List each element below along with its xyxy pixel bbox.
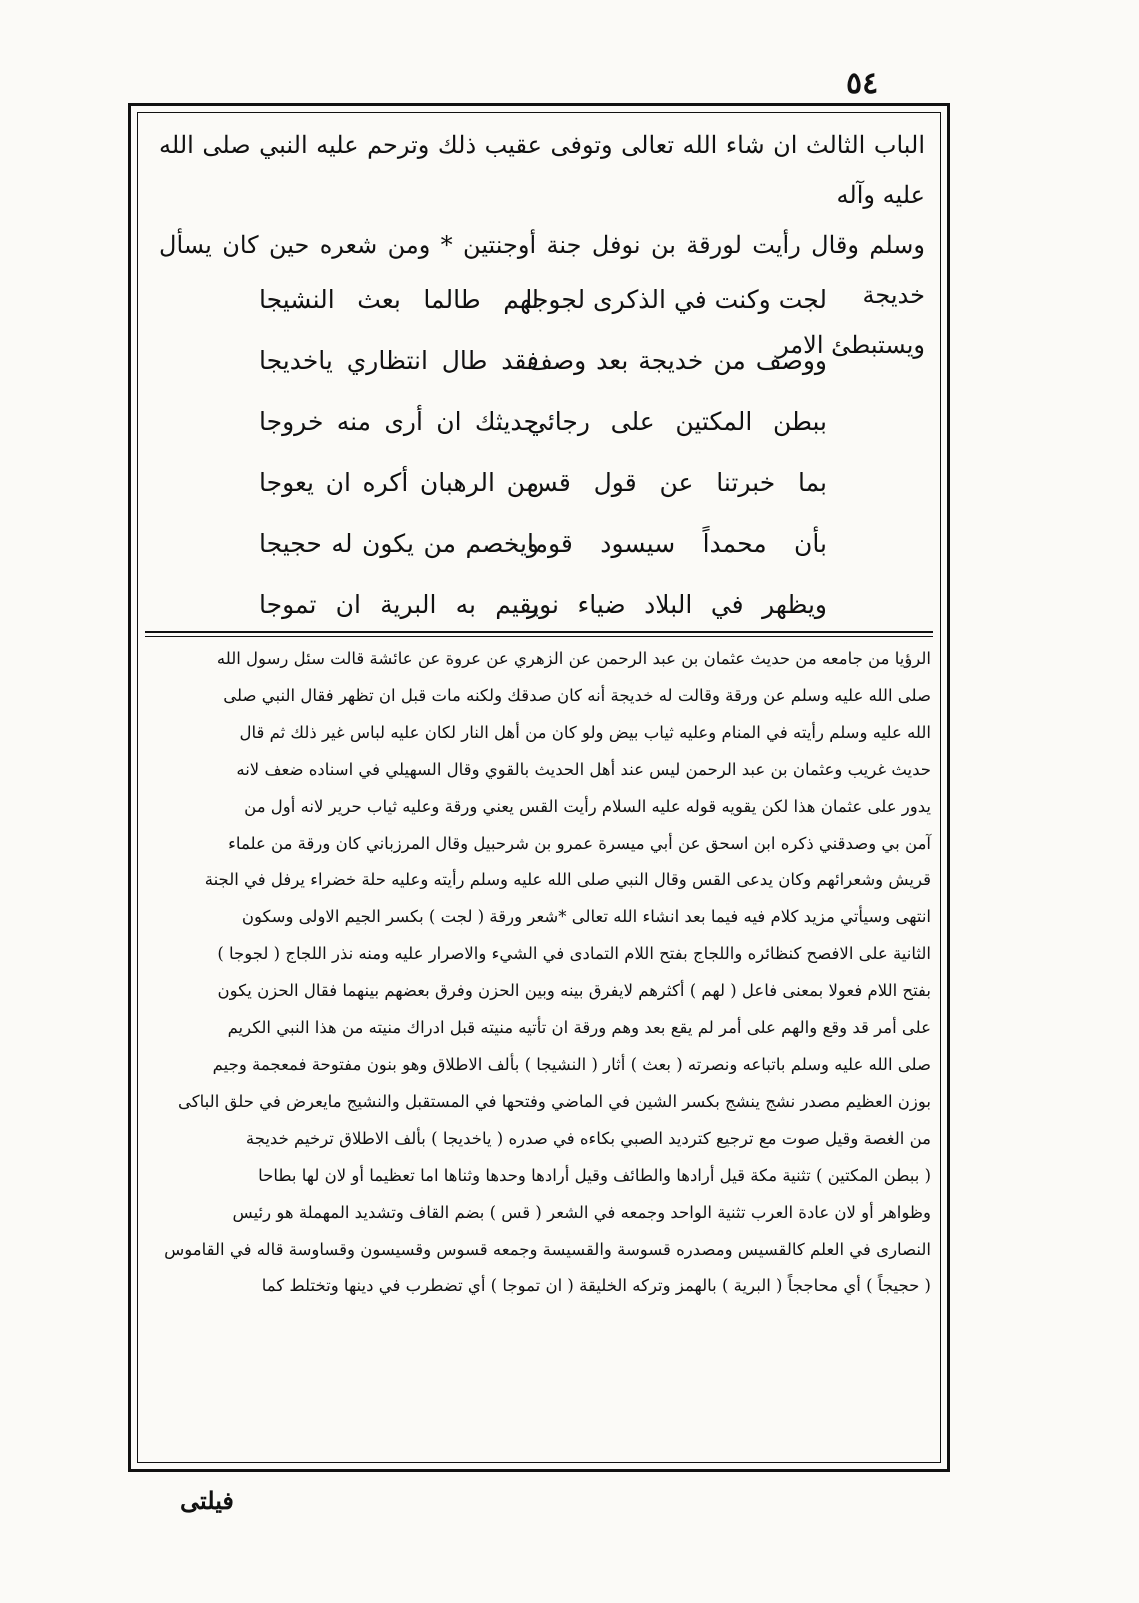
verse <box>131 515 947 576</box>
commentary-line: صلى الله عليه وسلم عن ورقة وقالت له خديجة أنه كان صدقك ولكنه مات قبل ان تظهر فقال النبي صلى <box>223 685 931 705</box>
commentary-line: حديث غريب وعثمان بن عبد الرحمن ليس عند أهل الحديث بالقوي وقال السهيلي في اسناده ضعف لانه <box>236 759 931 779</box>
verse-first-hemistich: ووصف من خديجة بعد وصف <box>527 346 827 375</box>
commentary-line: الرؤيا من جامعه من حديث عثمان بن عبد الرحمن عن الزهري عن عروة عن عائشة قالت سئل رسول الله <box>216 649 931 668</box>
commentary-line: صلى الله عليه وسلم باتباعه ونصرته ( بعث ) أثار ( النشيجا ) بألف الاطلاق وهو بنون مفتوحة فمعجمة وجيم <box>212 1054 931 1074</box>
verse-first-hemistich: ويظهر في البلاد ضياء نور <box>527 590 827 619</box>
verse <box>131 332 947 393</box>
commentary-line: انتهى وسيأتي مزيد كلام فيه فيما بعد انشاء الله تعالى *شعر ورقة ( لجت ) بكسر الجيم الاولى وسكون <box>241 907 931 927</box>
verse <box>131 576 947 637</box>
verse-first-hemistich: بما خبرتنا عن قول قس <box>527 468 827 497</box>
commentary-block <box>151 641 931 1305</box>
commentary-line: الثانية على الافصح كنظائره واللجاج بفتح اللام التمادى في الشيء والاصرار عليه ومنه نذر اللجاج ( لجوجا ) <box>217 944 931 964</box>
commentary-line: من الغصة وقيل صوت مع ترجيع كترديد الصبي بكاءه في صدره ( ياخديجا ) بألف الاطلاق ترخيم خديجة <box>245 1128 931 1148</box>
commentary-line: الله عليه وسلم رأيته في المنام وعليه ثياب بيض ولو كان من أهل النار لكان عليه لباس غير ذلك ثم قال <box>239 722 931 742</box>
page-number: ٥٤ <box>846 66 879 101</box>
verse-second-hemistich: حديثك ان أرى منه خروجا <box>259 407 539 436</box>
commentary-line: وظواهر أو لان عادة العرب تثنية الواحد وجمعه في الشعر ( قس ) بضم القاف وتشديد المهملة هو رئيس <box>232 1202 931 1222</box>
verse <box>131 271 947 332</box>
text-frame <box>128 103 950 1472</box>
verse <box>131 393 947 454</box>
catchword: فيلتى <box>180 1486 234 1515</box>
verse <box>131 454 947 515</box>
poem <box>131 271 947 637</box>
verse-second-hemistich: ويخصم من يكون له حجيجا <box>259 529 539 558</box>
commentary-line: يدور على عثمان هذا لكن يقويه قوله عليه السلام رأيت القس يعني ورقة وعليه ثياب حرير لانه أول من <box>244 796 931 816</box>
verse-second-hemistich: من الرهبان أكره ان يعوجا <box>259 468 539 497</box>
commentary-line: بوزن العظيم مصدر نشج ينشج بكسر الشين في الماضي وفتحها في المستقبل والنشيج مايعرض في حلق الباكى <box>178 1091 931 1111</box>
verse-second-hemistich: لهم طالما بعث النشيجا <box>259 285 539 314</box>
verse-first-hemistich: ببطن المكتين على رجائي <box>527 407 827 436</box>
prose-line: ويستبطئ الامر <box>777 331 925 359</box>
commentary-line: قريش وشعرائهم وكان يدعى القس وقال النبي صلى الله عليه وسلم رأيته وعليه حلة خضراء يرفل في الجنة <box>204 870 931 890</box>
commentary-line: ( حجيجاً ) أي محاججاً ( البرية ) بالهمز وتركه الخليقة ( ان تموجا ) أي تضطرب في دينها وتختلط كما <box>261 1276 931 1296</box>
commentary-line: آمن بي وصدقني ذكره ابن اسحق عن أبي ميسرة عمرو بن شرحبيل وقال المرزباني كان ورقة من علماء <box>228 833 931 853</box>
verse-first-hemistich: لجت وكنت في الذكرى لجوجا <box>525 285 827 314</box>
prose-line: الباب الثالث ان شاء الله تعالى وتوفى عقيب ذلك وترحم عليه النبي صلى الله عليه وآله <box>159 131 925 209</box>
prose-line: وسلم وقال رأيت لورقة بن نوفل جنة أوجنتين * ومن شعره حين كان يسأل خديجة <box>159 231 925 309</box>
commentary-line: النصارى في العلم كالقسيس ومصدره قسوسة والقسيسة وجمعه قسوس وقسيسون وقساوسة قاله في القاموس <box>164 1239 931 1259</box>
verse-second-hemistich: يقيم به البرية ان تموجا <box>259 590 539 619</box>
section-divider <box>145 631 933 633</box>
commentary-line: على أمر قد وقع والهم على أمر لم يقع بعد وهم ورقة ان تأتيه منيته قبل ادراك منيته من هذا النبي الكريم <box>227 1018 931 1038</box>
commentary-line: ( ببطن المكتين ) تثنية مكة قيل أرادها والطائف وقيل أرادها وحدها وثناها اما تعظيما أو لان لها بطاحا <box>258 1165 931 1185</box>
commentary-line: بفتح اللام فعولا بمعنى فاعل ( لهم ) أكثرهم لايفرق بينه وبين الحزن وفرق بعضهم بينهما فقال الحزن يكون <box>217 981 931 1001</box>
verse-first-hemistich: بأن محمداً سيسود قوما <box>527 529 827 558</box>
verse-second-hemistich: فقد طال انتظاري ياخديجا <box>259 346 539 375</box>
